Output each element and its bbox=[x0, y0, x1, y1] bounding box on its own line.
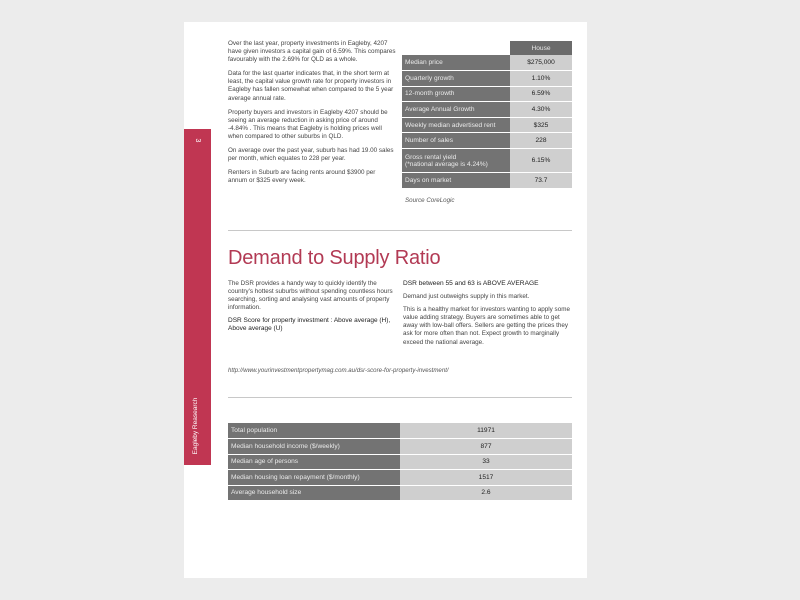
row-value: 73.7 bbox=[510, 173, 572, 189]
table-row bbox=[402, 133, 572, 149]
table-row bbox=[402, 71, 572, 87]
row-label: Number of sales bbox=[402, 133, 510, 149]
table-row bbox=[402, 149, 572, 173]
side-tab bbox=[184, 129, 211, 465]
table-row bbox=[402, 117, 572, 133]
table-row bbox=[228, 439, 572, 455]
intro-paragraph: Data for the last quarter indicates that, in the short term at least, the capital value growth rate for property investors in Eagleby has fallen somewhat when compared to the 5 year average annual rate. bbox=[228, 70, 394, 102]
intro-paragraph: Property buyers and investors in Eagleby 4207 should be seeing an average reduction in asking price of around -4.84% . This means that Eagleby is holding prices well when compared to other suburbs in QLD. bbox=[228, 108, 388, 140]
row-value: 4.30% bbox=[510, 102, 572, 118]
row-value: 877 bbox=[400, 439, 572, 455]
dsr-score: DSR Score for property investment : Above average (H), Above average (U) bbox=[228, 317, 391, 333]
intro-text bbox=[228, 40, 396, 191]
row-label: Median household income ($/weekly) bbox=[228, 439, 400, 455]
dsr-description: The DSR provides a handy way to quickly identify the country's hottest suburbs without spending countless hours searching, sorting and analysing vast amounts of property information. bbox=[228, 280, 393, 312]
column-header-house: House bbox=[510, 41, 572, 55]
row-value: 11971 bbox=[400, 423, 572, 439]
row-value: 1517 bbox=[400, 470, 572, 486]
row-label: 12-month growth bbox=[402, 86, 510, 102]
row-label: Days on market bbox=[402, 173, 510, 189]
row-label: Median age of persons bbox=[228, 454, 400, 470]
row-label: Quarterly growth bbox=[402, 71, 510, 87]
dsr-left-column bbox=[228, 280, 394, 334]
row-label: Median price bbox=[402, 55, 510, 71]
table-corner bbox=[402, 41, 510, 55]
row-value: $275,000 bbox=[510, 55, 572, 71]
table-row bbox=[402, 86, 572, 102]
table-row bbox=[228, 470, 572, 486]
divider bbox=[228, 230, 572, 231]
row-value: 228 bbox=[510, 133, 572, 149]
row-value: 6.15% bbox=[510, 149, 572, 173]
table-row bbox=[228, 423, 572, 439]
intro-paragraph: Over the last year, property investments in Eagleby, 4207 have given investors a capital gain of 6.59%. This compares favourably with the 2.69% for QLD as a whole. bbox=[228, 40, 396, 64]
section-title: Demand to Supply Ratio bbox=[228, 247, 441, 269]
row-label: Average household size bbox=[228, 485, 400, 501]
table-row bbox=[402, 102, 572, 118]
row-value: 1.10% bbox=[510, 71, 572, 87]
demographics-table bbox=[228, 423, 572, 501]
dsr-summary: Demand just outweighs supply in this market. bbox=[403, 293, 530, 301]
row-label: Weekly median advertised rent bbox=[402, 117, 510, 133]
row-label: Median housing loan repayment ($/monthly) bbox=[228, 470, 400, 486]
intro-paragraph: Renters in Suburb are facing rents around $3900 per annum or $325 every week. bbox=[228, 169, 376, 185]
property-stats-table bbox=[402, 41, 572, 189]
row-label bbox=[402, 149, 510, 173]
page-number: 3 bbox=[194, 138, 201, 143]
dsr-right-column bbox=[403, 280, 573, 352]
row-label: Total population bbox=[228, 423, 400, 439]
dsr-detail: This is a healthy market for investors wanting to apply some value adding strategy. Buyers are sometimes able to get away with low-ball offers. Sellers are getting the prices they ask for more often than not. Expect growth to marginally exceed the national average. bbox=[403, 306, 570, 346]
row-label: Average Annual Growth bbox=[402, 102, 510, 118]
dsr-range-heading: DSR between 55 and 63 is ABOVE AVERAGE bbox=[403, 280, 539, 287]
row-value: 2.6 bbox=[400, 485, 572, 501]
table-row bbox=[228, 485, 572, 501]
source-url: http://www.yourinvestmentpropertymag.com.au/dsr-score-for-property-investment/ bbox=[228, 367, 449, 374]
intro-paragraph: On average over the past year, suburb has had 19.00 sales per month, which equates to 228 per year. bbox=[228, 147, 394, 163]
table-row bbox=[402, 55, 572, 71]
row-label-main: Gross rental yield bbox=[405, 153, 457, 161]
row-value: 6.59% bbox=[510, 86, 572, 102]
side-tab-label: Eagleby Reasearch bbox=[192, 397, 199, 455]
row-label-note: (*national average is 4.24%) bbox=[405, 160, 488, 168]
table-row bbox=[402, 173, 572, 189]
row-value: $325 bbox=[510, 117, 572, 133]
row-value: 33 bbox=[400, 454, 572, 470]
divider bbox=[228, 397, 572, 398]
table-source: Source CoreLogic bbox=[405, 197, 455, 204]
table-row bbox=[228, 454, 572, 470]
